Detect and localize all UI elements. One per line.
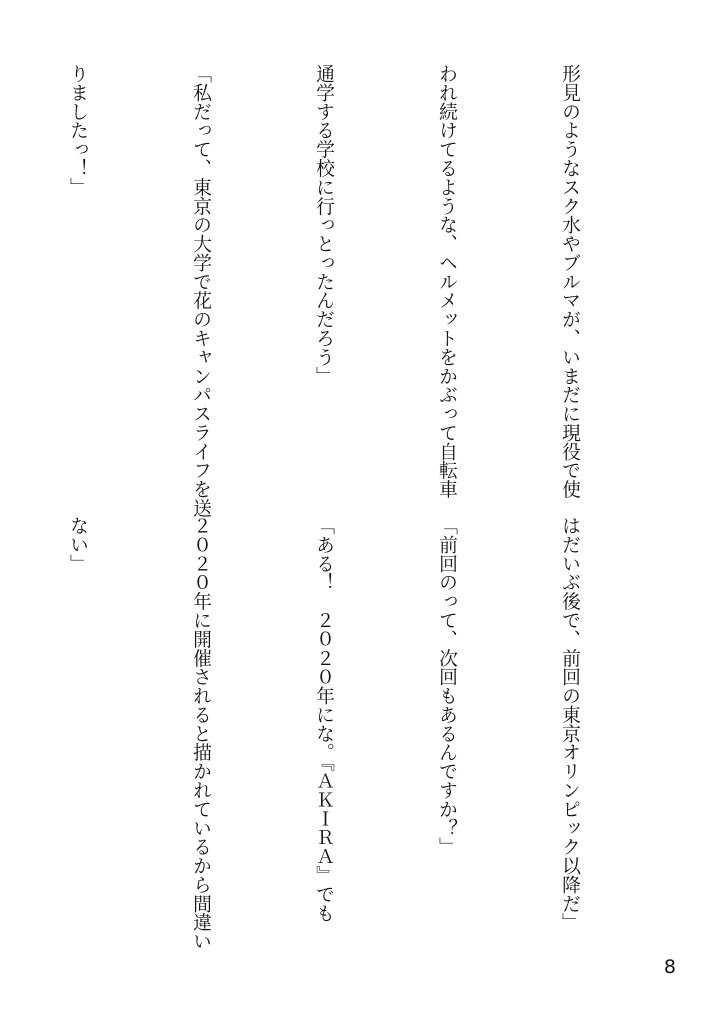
text-line: ２０２０年に開催されると描かれているから間違い: [190, 516, 211, 951]
text-block-lower: [67, 516, 672, 956]
text-line: はだいぶ後で、前回の東京オリンピック以降だ」: [559, 516, 580, 932]
text-line: 「ある！ ２０２０年にな。『ＡＫＩＲＡ』でも: [313, 516, 334, 923]
text-line: 「前回のって、次回もあるんですか？」: [436, 516, 457, 857]
text-line: ない」: [67, 516, 88, 573]
text-line: 形見のようなスク水やブルマが、いまだに現役で使: [559, 64, 580, 499]
page-number: 8: [663, 956, 676, 978]
text-line: りましたっ！」: [67, 64, 88, 197]
text-block-upper: [67, 64, 672, 518]
text-line: 通学する学校に行っとったんだろう」: [313, 64, 334, 386]
text-line: われ続けてるような、ヘルメットをかぶって自転車: [436, 64, 457, 499]
text-line: 「私だって、東京の大学で花のキャンパスライフを送: [190, 64, 211, 518]
